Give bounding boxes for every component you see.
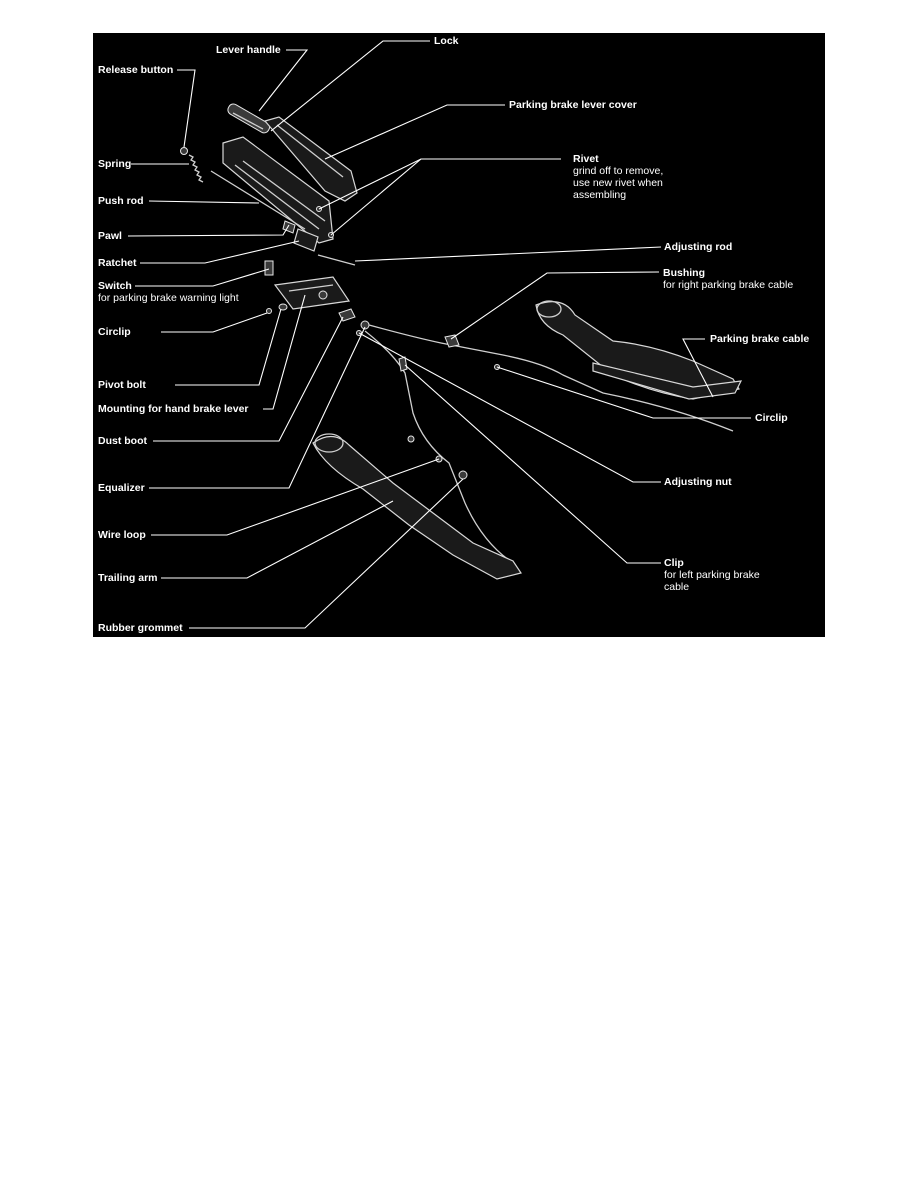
label-switch-note: for parking brake warning light — [98, 292, 239, 304]
cable-clip-small — [408, 436, 414, 442]
label-circlip-right-text: Circlip — [755, 412, 788, 424]
label-clip-note-1: for left parking brake — [664, 569, 760, 581]
label-equalizer-text: Equalizer — [98, 482, 145, 494]
label-parking-brake-cable-text: Parking brake cable — [710, 333, 810, 345]
rubber-grommet-part — [459, 471, 467, 479]
leader-ratchet — [140, 241, 299, 263]
release-button-part — [181, 148, 188, 155]
label-circlip-right — [755, 412, 788, 424]
label-switch — [98, 280, 239, 304]
label-clip-note-2: cable — [664, 581, 690, 593]
circlip-left-part — [267, 309, 272, 314]
label-spring — [98, 158, 131, 170]
label-pivot-bolt-text: Pivot bolt — [98, 379, 146, 391]
switch-part — [265, 261, 273, 275]
label-rivet — [573, 153, 663, 201]
label-bushing-text: Bushing — [663, 267, 705, 279]
label-wire-loop-text: Wire loop — [98, 529, 146, 541]
label-rivet-text: Rivet — [573, 153, 599, 165]
label-lock — [434, 35, 459, 47]
label-parking-brake-lever-cover-text: Parking brake lever cover — [509, 99, 637, 111]
label-wire-loop — [98, 529, 146, 541]
label-lock-text: Lock — [434, 35, 459, 47]
leader-rivet-1 — [319, 159, 561, 209]
label-pawl-text: Pawl — [98, 230, 122, 242]
label-dust-boot — [98, 435, 147, 447]
leader-pivot-bolt — [175, 309, 281, 385]
bushing-part — [445, 335, 459, 347]
label-lever-handle-text: Lever handle — [216, 44, 281, 56]
label-switch-text: Switch — [98, 280, 132, 292]
leader-pawl — [128, 225, 289, 236]
leader-lever-handle — [259, 50, 307, 111]
label-push-rod — [98, 195, 144, 207]
leader-rubber-grommet — [189, 479, 463, 628]
label-pawl — [98, 230, 122, 242]
leader-adjusting-rod — [355, 247, 661, 261]
label-trailing-arm-text: Trailing arm — [98, 572, 158, 584]
label-circlip-left-text: Circlip — [98, 326, 131, 338]
label-trailing-arm — [98, 572, 158, 584]
label-mounting-for-hand-brake-lever — [98, 403, 249, 415]
label-pivot-bolt — [98, 379, 146, 391]
label-equalizer — [98, 482, 145, 494]
label-mounting-for-hand-brake-lever-text: Mounting for hand brake lever — [98, 403, 249, 415]
clip-part — [399, 357, 407, 371]
exploded-view-diagram — [93, 33, 825, 637]
left-trailing-arm-part — [313, 434, 521, 579]
label-rivet-note-3: assembling — [573, 189, 627, 201]
leader-lock — [271, 41, 430, 131]
label-clip-text: Clip — [664, 557, 684, 569]
label-circlip-left — [98, 326, 131, 338]
label-push-rod-text: Push rod — [98, 195, 144, 207]
label-ratchet-text: Ratchet — [98, 257, 137, 269]
label-adjusting-rod — [664, 241, 732, 253]
label-rubber-grommet-text: Rubber grommet — [98, 622, 183, 634]
label-rubber-grommet — [98, 622, 183, 634]
label-adjusting-nut-text: Adjusting nut — [664, 476, 732, 488]
label-parking-brake-lever-cover — [509, 99, 637, 111]
leader-push-rod — [149, 201, 259, 203]
label-release-button-text: Release button — [98, 64, 174, 76]
label-adjusting-nut — [664, 476, 732, 488]
spring-part — [189, 155, 203, 182]
label-rivet-note-2: use new rivet when — [573, 177, 663, 189]
label-ratchet — [98, 257, 137, 269]
adjusting-rod-part — [318, 255, 355, 265]
label-parking-brake-cable — [710, 333, 809, 345]
label-lever-handle — [216, 44, 281, 56]
label-spring-text: Spring — [98, 158, 132, 170]
leader-release-button — [177, 70, 195, 147]
label-release-button — [98, 64, 173, 76]
leader-dust-boot — [153, 317, 343, 441]
label-bushing — [663, 267, 793, 291]
pivot-bolt-part — [279, 304, 287, 310]
leader-lever-cover — [325, 105, 505, 159]
lever-handle-part — [226, 102, 271, 135]
label-rivet-note-1: grind off to remove, — [573, 165, 664, 177]
label-bushing-note: for right parking brake cable — [663, 279, 794, 291]
leader-circlip-left — [161, 313, 267, 332]
label-adjusting-rod-text: Adjusting rod — [664, 241, 733, 253]
label-dust-boot-text: Dust boot — [98, 435, 147, 447]
label-clip — [664, 557, 760, 593]
leader-trailing-arm — [161, 501, 393, 578]
